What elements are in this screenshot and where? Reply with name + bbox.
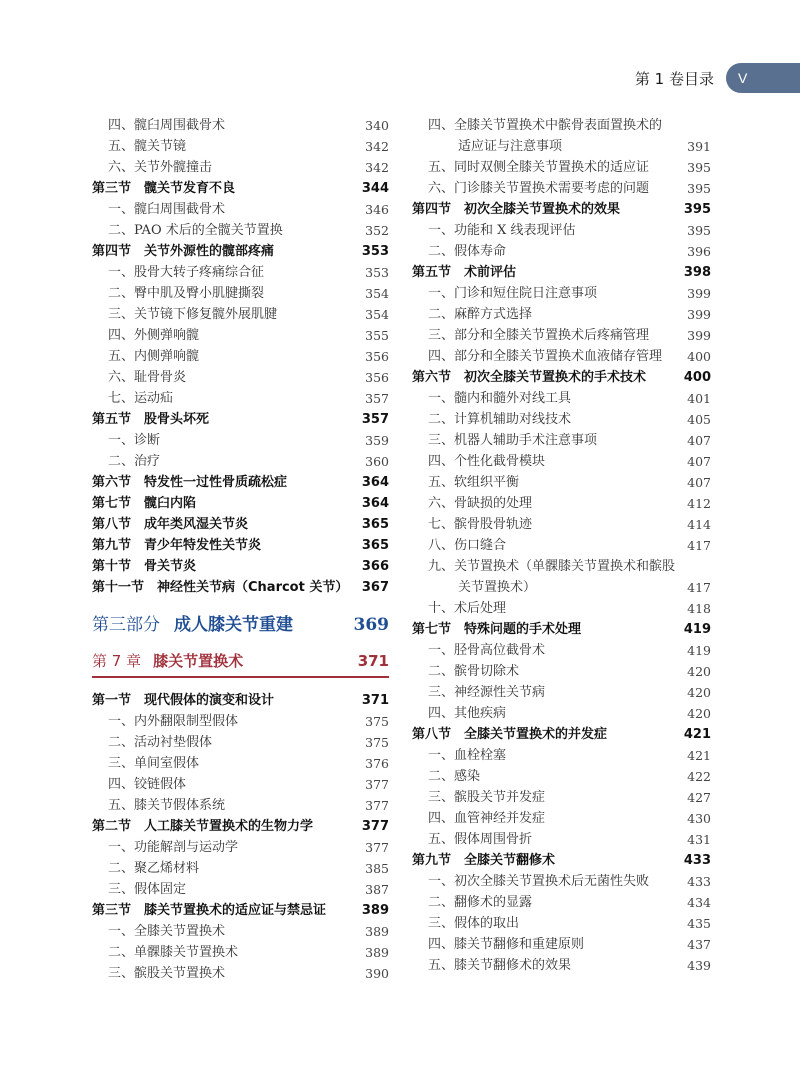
toc-entry-label: 十、术后处理 [428,601,507,616]
toc-page-number: 414 [687,517,711,532]
toc-entry-row[interactable] [412,913,711,934]
toc-section-row[interactable] [412,367,711,388]
toc-entry-label: 二、单髁膝关节置换术 [108,945,239,960]
toc-section-row[interactable] [412,619,711,640]
toc-entry-row[interactable] [92,774,389,795]
toc-entry-row[interactable] [92,325,389,346]
toc-entry-label: 一、髓内和髓外对线工具 [428,391,572,406]
toc-page-number: 365 [361,517,389,532]
chapter-heading[interactable] [92,646,389,678]
toc-entry-row[interactable] [92,304,389,325]
toc-section-row[interactable] [92,577,389,598]
volume-contents-title: 第 1 卷目录 [634,69,714,88]
toc-entry-label: 四、其他疾病 [428,706,507,721]
toc-entry-label: 三、假体的取出 [428,916,520,931]
toc-entry-label: 一、内外翻限制型假体 [108,714,239,729]
toc-page-number: 439 [687,958,711,973]
toc-entry-label: 七、运动疝 [108,391,174,406]
toc-page-number: 391 [687,139,711,154]
toc-entry-row[interactable] [412,556,711,577]
toc-entry-row[interactable] [92,115,389,136]
toc-entry-label: 三、髌股关节并发症 [428,790,546,805]
toc-entry-label: 一、初次全膝关节置换术后无菌性失败 [428,874,650,889]
toc-page-number: 360 [365,454,389,469]
toc-entry-label: 三、假体固定 [108,882,187,897]
toc-section-row[interactable] [92,900,389,921]
toc-page-number: 398 [683,265,711,280]
toc-entry-label: 第五节 术前评估 [412,265,517,280]
toc-entry-label: 六、关节外髋撞击 [108,160,213,175]
toc-page-number: 366 [361,559,389,574]
toc-entry-label: 第六节 初次全膝关节置换术的手术技术 [412,370,647,385]
toc-entry-label: 六、门诊膝关节置换术需要考虑的问题 [428,181,650,196]
toc-page-number: 400 [683,370,711,385]
toc-entry-label: 二、治疗 [108,454,161,469]
toc-entry-row[interactable] [412,766,711,787]
toc-page-number: 389 [365,924,389,939]
toc-entry-label: 六、骨缺损的处理 [428,496,533,511]
toc-page-number: 387 [365,882,389,897]
toc-page-number: 356 [365,370,389,385]
toc-entry-label: 五、软组织平衡 [428,475,520,490]
toc-page-number: 399 [687,328,711,343]
toc-entry-row[interactable] [412,892,711,913]
toc-right-list [412,115,711,976]
toc-page-number: 385 [365,861,389,876]
toc-entry-label: 一、全膝关节置换术 [108,924,226,939]
toc-page-number: 375 [365,735,389,750]
toc-entry-label: 二、假体寿命 [428,244,507,259]
toc-page-number: 407 [687,475,711,490]
toc-page-number: 389 [361,903,389,918]
toc-entry-label: 九、关节置换术（单髁膝关节置换术和髌股 [428,559,676,574]
toc-page-number: 364 [361,475,389,490]
toc-section-row[interactable] [412,724,711,745]
toc-entry-label: 四、部分和全膝关节置换术血液储存管理 [428,349,663,364]
toc-entry-label: 二、计算机辅助对线技术 [428,412,572,427]
toc-page-number: 399 [687,286,711,301]
toc-page-number: 354 [365,307,389,322]
toc-entry-row[interactable] [412,745,711,766]
toc-entry-row[interactable] [412,409,711,430]
toc-page-number: 367 [361,580,389,595]
toc-section-row[interactable] [92,690,389,711]
toc-entry-label: 第二节 人工膝关节置换术的生物力学 [92,819,314,834]
toc-entry-label: 三、神经源性关节病 [428,685,546,700]
toc-page-number: 396 [687,244,711,259]
toc-entry-label: 第七节 髋臼内陷 [92,496,197,511]
toc-entry-label: 第八节 全膝关节置换术的并发症 [412,727,608,742]
toc-entry-label: 第五节 股骨头坏死 [92,412,210,427]
toc-page-number: 434 [687,895,711,910]
toc-page-number: 390 [365,966,389,981]
toc-entry-row[interactable] [412,493,711,514]
toc-entry-label: 关节置换术） [458,580,537,595]
toc-page-number: 353 [361,244,389,259]
toc-page-number: 417 [687,580,711,595]
toc-entry-label: 第六节 特发性一过性骨质疏松症 [92,475,288,490]
chapter-page: 371 [357,652,389,670]
toc-entry-row[interactable] [412,640,711,661]
toc-entry-row[interactable] [92,879,389,900]
toc-entry-row[interactable] [92,346,389,367]
toc-entry-row[interactable] [412,829,711,850]
toc-page-number: 421 [683,727,711,742]
toc-entry-label: 二、活动衬垫假体 [108,735,213,750]
toc-section-row[interactable] [92,178,389,199]
toc-entry-row[interactable] [412,325,711,346]
toc-entry-label: 第七节 特殊问题的手术处理 [412,622,582,637]
toc-page-number: 377 [365,798,389,813]
toc-page-number: 419 [683,622,711,637]
toc-page-number: 340 [365,118,389,133]
toc-page-number: 420 [687,685,711,700]
toc-page-number: 417 [687,538,711,553]
toc-entry-row[interactable] [92,388,389,409]
toc-entry-row[interactable] [412,703,711,724]
toc-page-number: 418 [687,601,711,616]
toc-entry-row[interactable] [412,178,711,199]
toc-entry-label: 二、PAO 术后的全髋关节置换 [108,223,283,238]
toc-entry-row[interactable] [92,367,389,388]
toc-entry-label: 三、部分和全膝关节置换术后疼痛管理 [428,328,650,343]
toc-left-bottom-list [92,690,389,984]
toc-entry-label: 二、聚乙烯材料 [108,861,200,876]
toc-page-number: 354 [365,286,389,301]
toc-entry-row[interactable] [92,711,389,732]
toc-section-row[interactable] [92,556,389,577]
toc-entry-label: 三、关节镜下修复髋外展肌腱 [108,307,278,322]
toc-page-number: 353 [365,265,389,280]
toc-entry-row[interactable] [412,283,711,304]
toc-entry-label: 五、假体周围骨折 [428,832,533,847]
toc-left-top-list [92,115,389,598]
toc-entry-label: 四、外侧弹响髋 [108,328,200,343]
toc-page-number: 412 [687,496,711,511]
toc-entry-row[interactable] [92,837,389,858]
toc-left-column [92,115,389,984]
toc-entry-row[interactable] [92,157,389,178]
toc-section-row[interactable] [412,262,711,283]
toc-page-number: 359 [365,433,389,448]
toc-page-number: 419 [687,643,711,658]
toc-entry-label: 五、髋关节镜 [108,139,187,154]
toc-entry-row[interactable] [92,430,389,451]
toc-entry-row[interactable] [412,430,711,451]
toc-entry-row[interactable] [92,753,389,774]
toc-entry-row[interactable] [412,955,711,976]
toc-entry-label: 五、同时双侧全膝关节置换术的适应证 [428,160,650,175]
toc-section-row[interactable] [92,472,389,493]
toc-entry-label: 一、胫骨高位截骨术 [428,643,546,658]
toc-page-number: 342 [365,160,389,175]
toc-page-number: 420 [687,706,711,721]
toc-entry-label: 一、髋臼周围截骨术 [108,202,226,217]
toc-entry-row[interactable] [412,304,711,325]
toc-entry-row[interactable] [92,136,389,157]
toc-entry-row[interactable] [412,682,711,703]
toc-entry-row[interactable] [412,115,711,136]
toc-entry-row[interactable] [92,451,389,472]
toc-entry-label: 四、铰链假体 [108,777,187,792]
toc-page-number: 355 [365,328,389,343]
toc-page-number: 377 [365,840,389,855]
toc-page-number: 389 [365,945,389,960]
toc-section-row[interactable] [92,241,389,262]
toc-entry-label: 第四节 关节外源性的髋部疼痛 [92,244,275,259]
toc-entry-label: 第八节 成年类风湿关节炎 [92,517,249,532]
toc-entry-row[interactable] [92,963,389,984]
toc-entry-label: 三、机器人辅助手术注意事项 [428,433,598,448]
toc-page-number: 395 [687,181,711,196]
toc-entry-continuation[interactable] [412,136,711,157]
toc-entry-label: 七、髌骨股骨轨迹 [428,517,533,532]
toc-entry-label: 三、髌股关节置换术 [108,966,226,981]
toc-entry-label: 第三节 膝关节置换术的适应证与禁忌证 [92,903,327,918]
toc-entry-label: 二、感染 [428,769,481,784]
part-number: 第三部分 [92,615,160,635]
toc-entry-row[interactable] [92,858,389,879]
toc-page-number: 365 [361,538,389,553]
toc-page-number: 399 [687,307,711,322]
toc-page-number: 395 [687,160,711,175]
toc-entry-label: 第九节 青少年特发性关节炎 [92,538,262,553]
toc-page-number: 346 [365,202,389,217]
toc-page-number: 437 [687,937,711,952]
toc-entry-label: 四、血管神经并发症 [428,811,546,826]
toc-section-row[interactable] [92,816,389,837]
toc-page-number: 344 [361,181,389,196]
toc-page-number: 371 [361,693,389,708]
toc-entry-label: 五、内侧弹响髋 [108,349,200,364]
toc-page-number: 377 [361,819,389,834]
toc-entry-row[interactable] [412,157,711,178]
toc-page-number: 433 [687,874,711,889]
toc-page-number: 407 [687,454,711,469]
toc-entry-row[interactable] [92,921,389,942]
toc-entry-row[interactable] [92,795,389,816]
toc-entry-row[interactable] [412,388,711,409]
toc-entry-row[interactable] [412,787,711,808]
toc-entry-label: 第十节 骨关节炎 [92,559,197,574]
toc-entry-label: 四、个性化截骨模块 [428,454,546,469]
toc-page-number: 395 [683,202,711,217]
toc-section-row[interactable] [412,199,711,220]
toc-entry-label: 适应证与注意事项 [458,139,563,154]
toc-entry-row[interactable] [412,934,711,955]
toc-section-row[interactable] [92,409,389,430]
toc-page-number: 405 [687,412,711,427]
toc-page-number: 420 [687,664,711,679]
toc-page-number: 352 [365,223,389,238]
toc-page-number: 422 [687,769,711,784]
part-heading[interactable] [92,608,389,642]
toc-entry-label: 第三节 髋关节发育不良 [92,181,236,196]
toc-page-number: 356 [365,349,389,364]
toc-entry-row[interactable] [92,942,389,963]
page-header [635,62,800,94]
toc-entry-label: 第四节 初次全膝关节置换术的效果 [412,202,621,217]
toc-entry-label: 四、膝关节翻修和重建原则 [428,937,585,952]
toc-entry-label: 一、功能解剖与运动学 [108,840,239,855]
toc-entry-label: 五、膝关节假体系统 [108,798,226,813]
toc-page-number: 375 [365,714,389,729]
toc-entry-label: 六、耻骨骨炎 [108,370,187,385]
toc-entry-row[interactable] [412,598,711,619]
toc-entry-row[interactable] [412,661,711,682]
toc-entry-row[interactable] [412,241,711,262]
toc-page-number: 376 [365,756,389,771]
toc-entry-label: 第一节 现代假体的演变和设计 [92,693,275,708]
part-page: 369 [353,615,389,635]
toc-section-row[interactable] [92,514,389,535]
toc-entry-label: 一、血栓栓塞 [428,748,507,763]
toc-page-number: 431 [687,832,711,847]
toc-page-number: 430 [687,811,711,826]
toc-entry-label: 第十一节 神经性关节病（Charcot 关节） [92,580,349,595]
toc-section-row[interactable] [92,535,389,556]
toc-entry-label: 二、臀中肌及臀小肌腱撕裂 [108,286,265,301]
toc-entry-row[interactable] [412,220,711,241]
toc-entry-label: 四、全膝关节置换术中髌骨表面置换术的 [428,118,663,133]
toc-entry-row[interactable] [92,220,389,241]
toc-entry-row[interactable] [412,451,711,472]
toc-entry-label: 二、翻修术的显露 [428,895,533,910]
toc-entry-label: 一、诊断 [108,433,161,448]
toc-entry-row[interactable] [412,871,711,892]
toc-page-number: 433 [683,853,711,868]
toc-section-row[interactable] [92,493,389,514]
toc-entry-row[interactable] [92,283,389,304]
toc-page-number: 427 [687,790,711,805]
toc-page-number: 357 [365,391,389,406]
toc-entry-row[interactable] [412,535,711,556]
toc-entry-label: 三、单间室假体 [108,756,200,771]
toc-section-row[interactable] [412,850,711,871]
toc-entry-row[interactable] [412,472,711,493]
toc-page-number: 395 [687,223,711,238]
toc-entry-row[interactable] [412,808,711,829]
toc-right-column [412,115,711,976]
toc-page-number: 400 [687,349,711,364]
toc-entry-label: 五、膝关节翻修术的效果 [428,958,572,973]
toc-entry-label: 一、股骨大转子疼痛综合征 [108,265,265,280]
part-title: 成人膝关节重建 [174,615,293,635]
page-number-tab: V [726,63,800,93]
toc-entry-label: 一、门诊和短住院日注意事项 [428,286,598,301]
toc-page-number: 421 [687,748,711,763]
toc-entry-row[interactable] [92,732,389,753]
toc-page-number: 364 [361,496,389,511]
toc-page-number: 435 [687,916,711,931]
toc-entry-label: 一、功能和 X 线表现评估 [428,223,576,238]
toc-page-number: 357 [361,412,389,427]
toc-entry-label: 二、髌骨切除术 [428,664,520,679]
toc-entry-row[interactable] [412,514,711,535]
toc-entry-label: 四、髋臼周围截骨术 [108,118,226,133]
toc-entry-continuation[interactable] [412,577,711,598]
toc-entry-row[interactable] [92,262,389,283]
chapter-title: 膝关节置换术 [153,652,244,670]
toc-page-number: 377 [365,777,389,792]
toc-entry-label: 八、伤口缝合 [428,538,507,553]
chapter-number: 第 7 章 [92,652,142,670]
toc-entry-row[interactable] [412,346,711,367]
toc-entry-label: 二、麻醉方式选择 [428,307,533,322]
toc-page-number: 407 [687,433,711,448]
toc-entry-row[interactable] [92,199,389,220]
toc-page-number: 342 [365,139,389,154]
toc-page-number: 401 [687,391,711,406]
toc-entry-label: 第九节 全膝关节翻修术 [412,853,556,868]
